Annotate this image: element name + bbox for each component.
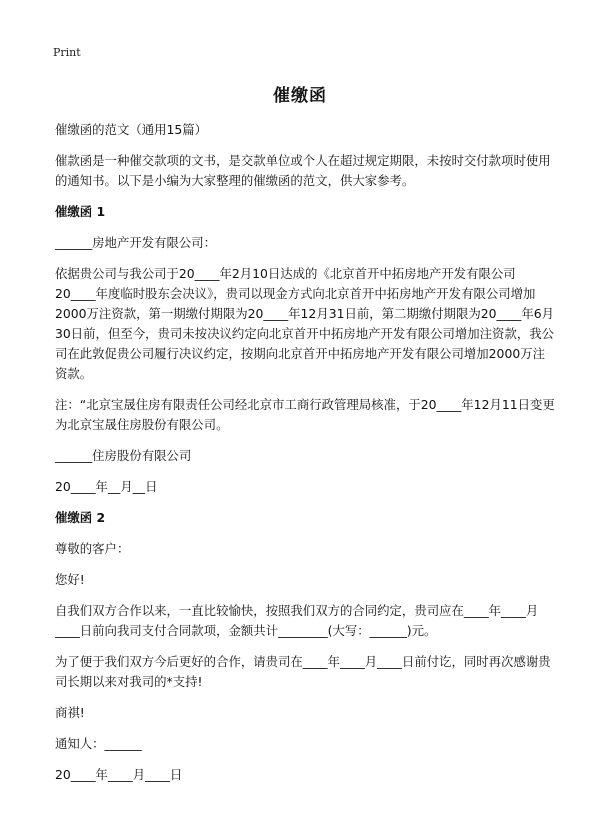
letter1-signature: ______住房股份有限公司 xyxy=(55,448,192,463)
print-label: Print xyxy=(53,46,81,59)
document-subtitle: 催缴函的范文（通用15篇） xyxy=(55,122,208,137)
letter2-heading: 催缴函 2 xyxy=(55,510,106,525)
letter1-heading: 催缴函 1 xyxy=(55,204,106,219)
letter2-salutation: 尊敬的客户： xyxy=(55,541,130,556)
letter1-salutation: ______房地产开发有限公司： xyxy=(55,235,217,250)
letter2-closing: 商祺! xyxy=(55,705,85,720)
letter2-request: 为了便于我们双方今后更好的合作，请贵司在____年____月____日前付讫，同时再次感谢贵司长期以来对我司的*支持! xyxy=(55,654,551,689)
letter1-note: 注：“北京宝晟住房有限责任公司经北京市工商行政管理局核准，于20____年12月11日变更为北京宝晟住房股份有限公司。 xyxy=(55,397,555,432)
letter2-greeting: 您好! xyxy=(55,572,85,587)
letter1-date: 20____年__月__日 xyxy=(55,479,158,494)
intro-paragraph: 催款函是一种催交款项的文书，是交款单位或个人在超过规定期限，未按时交付款项时使用的通知书。以下是小编为大家整理的催缴函的范文，供大家参考。 xyxy=(55,153,551,188)
letter2-date: 20____年____月____日 xyxy=(55,767,183,782)
letter2-notifier: 通知人：______ xyxy=(55,736,142,751)
letter1-body: 依据贵公司与我公司于20____年2月10日达成的《北京首开中拓房地产开发有限公司20____年度临时股东会决议》，贵司以现金方式向北京首开中拓房地产开发有限公司增加2000万注资款，第一期缴付期限为20____年12月31日前，第二期缴付期限为20____年6月30日前，但至今，贵司未按决议约定向北京首开中拓房地产开发有限公司增加注资款，我公司在此敦促贵公司履行决议约定，按期向北京首开中拓房地产开发有限公司增加2000万注资款。 xyxy=(55,266,555,381)
letter2-body: 自我们双方合作以来，一直比较愉快，按照我们双方的合同约定，贵司应在____年____月____日前向我司支付合同款项，金额共计________(大写：______)元。 xyxy=(55,603,539,638)
document-title: 催缴函 xyxy=(273,86,327,106)
document-body xyxy=(55,120,555,785)
